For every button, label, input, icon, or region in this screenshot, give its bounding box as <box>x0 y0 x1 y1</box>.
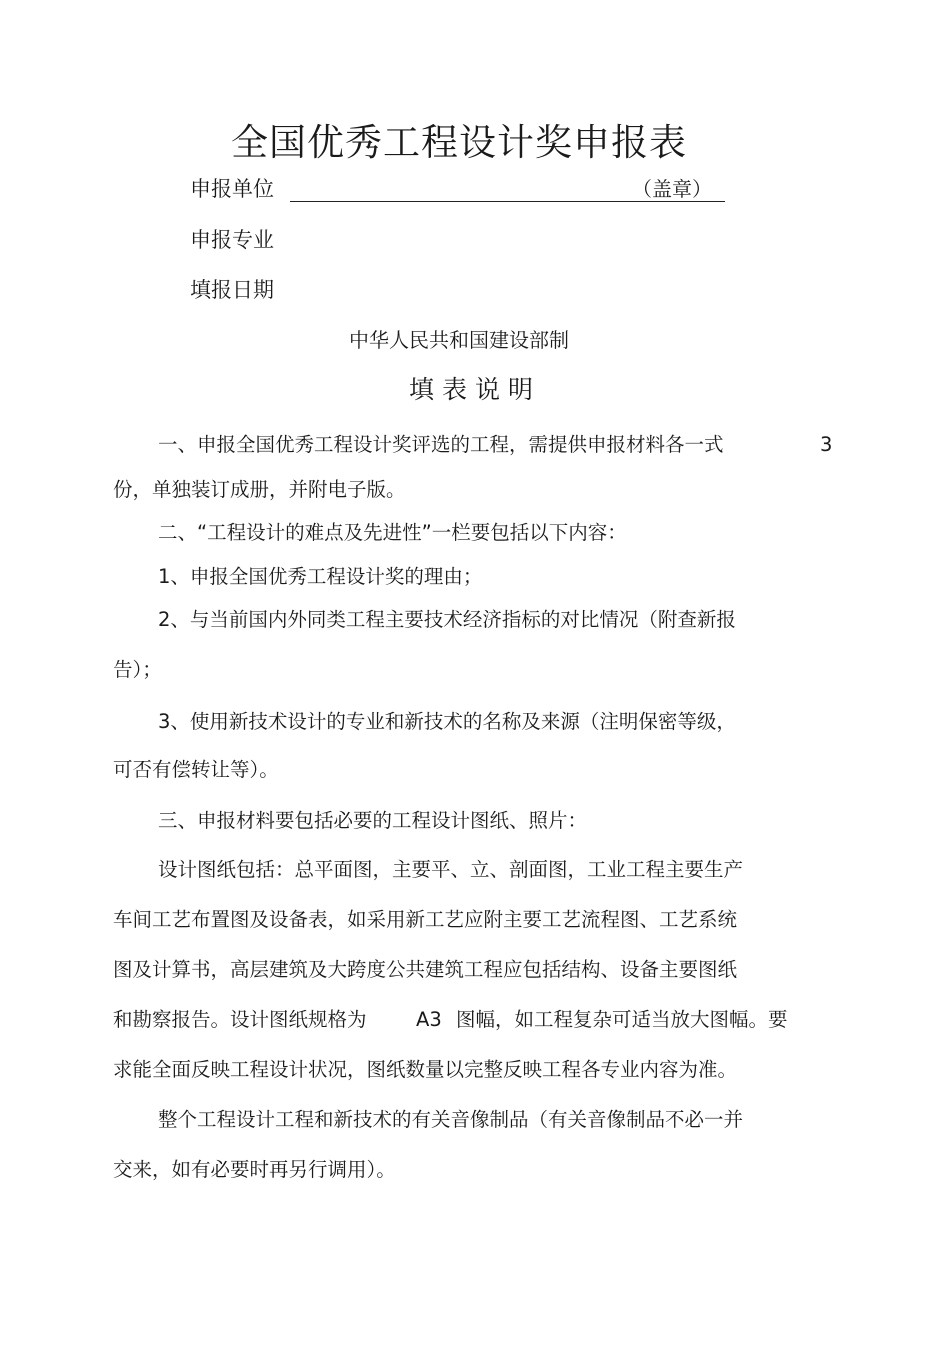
field-label-unit: 申报单位 <box>190 177 274 201</box>
drawings-line-2: 车间工艺布置图及设备表，如采用新工艺应附主要工艺流程图、工艺系统 <box>113 908 738 931</box>
list-item-3-line-2: 可否有偿转让等）。 <box>113 758 279 781</box>
drawings-line-1: 设计图纸包括：总平面图，主要平、立、剖面图，工业工程主要生产 <box>158 858 744 881</box>
field-label-date: 填报日期 <box>190 278 274 302</box>
list-item-1: 1、申报全国优秀工程设计奖的理由； <box>158 565 483 588</box>
media-line-2: 交来，如有必要时再另行调用）。 <box>113 1158 396 1181</box>
paragraph-1-line-2: 份，单独装订成册，并附电子版。 <box>113 478 406 501</box>
document-title: 全国优秀工程设计奖申报表 <box>231 121 687 164</box>
drawings-line-4b: 图幅，如工程复杂可适当放大图幅。要 <box>456 1008 788 1031</box>
seal-note: （盖章） <box>632 177 712 201</box>
media-line-1: 整个工程设计工程和新技术的有关音像制品（有关音像制品不必一并 <box>158 1108 744 1131</box>
list-item-2-line-2: 告）； <box>113 658 162 681</box>
drawings-line-5: 求能全面反映工程设计状况，图纸数量以完整反映工程各专业内容为准。 <box>113 1058 738 1081</box>
paragraph-1-line-1: 一、申报全国优秀工程设计奖评选的工程，需提供申报材料各一式 <box>158 433 724 456</box>
issuing-organization: 中华人民共和国建设部制 <box>349 328 569 352</box>
drawings-line-4a: 和勘察报告。设计图纸规格为 <box>113 1008 367 1031</box>
field-label-specialty: 申报专业 <box>190 228 274 252</box>
drawings-line-3: 图及计算书，高层建筑及大跨度公共建筑工程应包括结构、设备主要图纸 <box>113 958 738 981</box>
paragraph-3: 三、申报材料要包括必要的工程设计图纸、照片： <box>158 809 588 832</box>
paper-size-a3: A3 <box>416 1008 442 1031</box>
instructions-heading: 填表说明 <box>408 375 541 404</box>
list-item-2-line-1: 2、与当前国内外同类工程主要技术经济指标的对比情况（附查新报 <box>158 608 736 631</box>
paragraph-2: 二、“工程设计的难点及先进性”一栏要包括以下内容： <box>158 521 627 544</box>
copies-number: 3 <box>820 433 833 456</box>
list-item-3-line-1: 3、使用新技术设计的专业和新技术的名称及来源（注明保密等级， <box>158 710 736 733</box>
